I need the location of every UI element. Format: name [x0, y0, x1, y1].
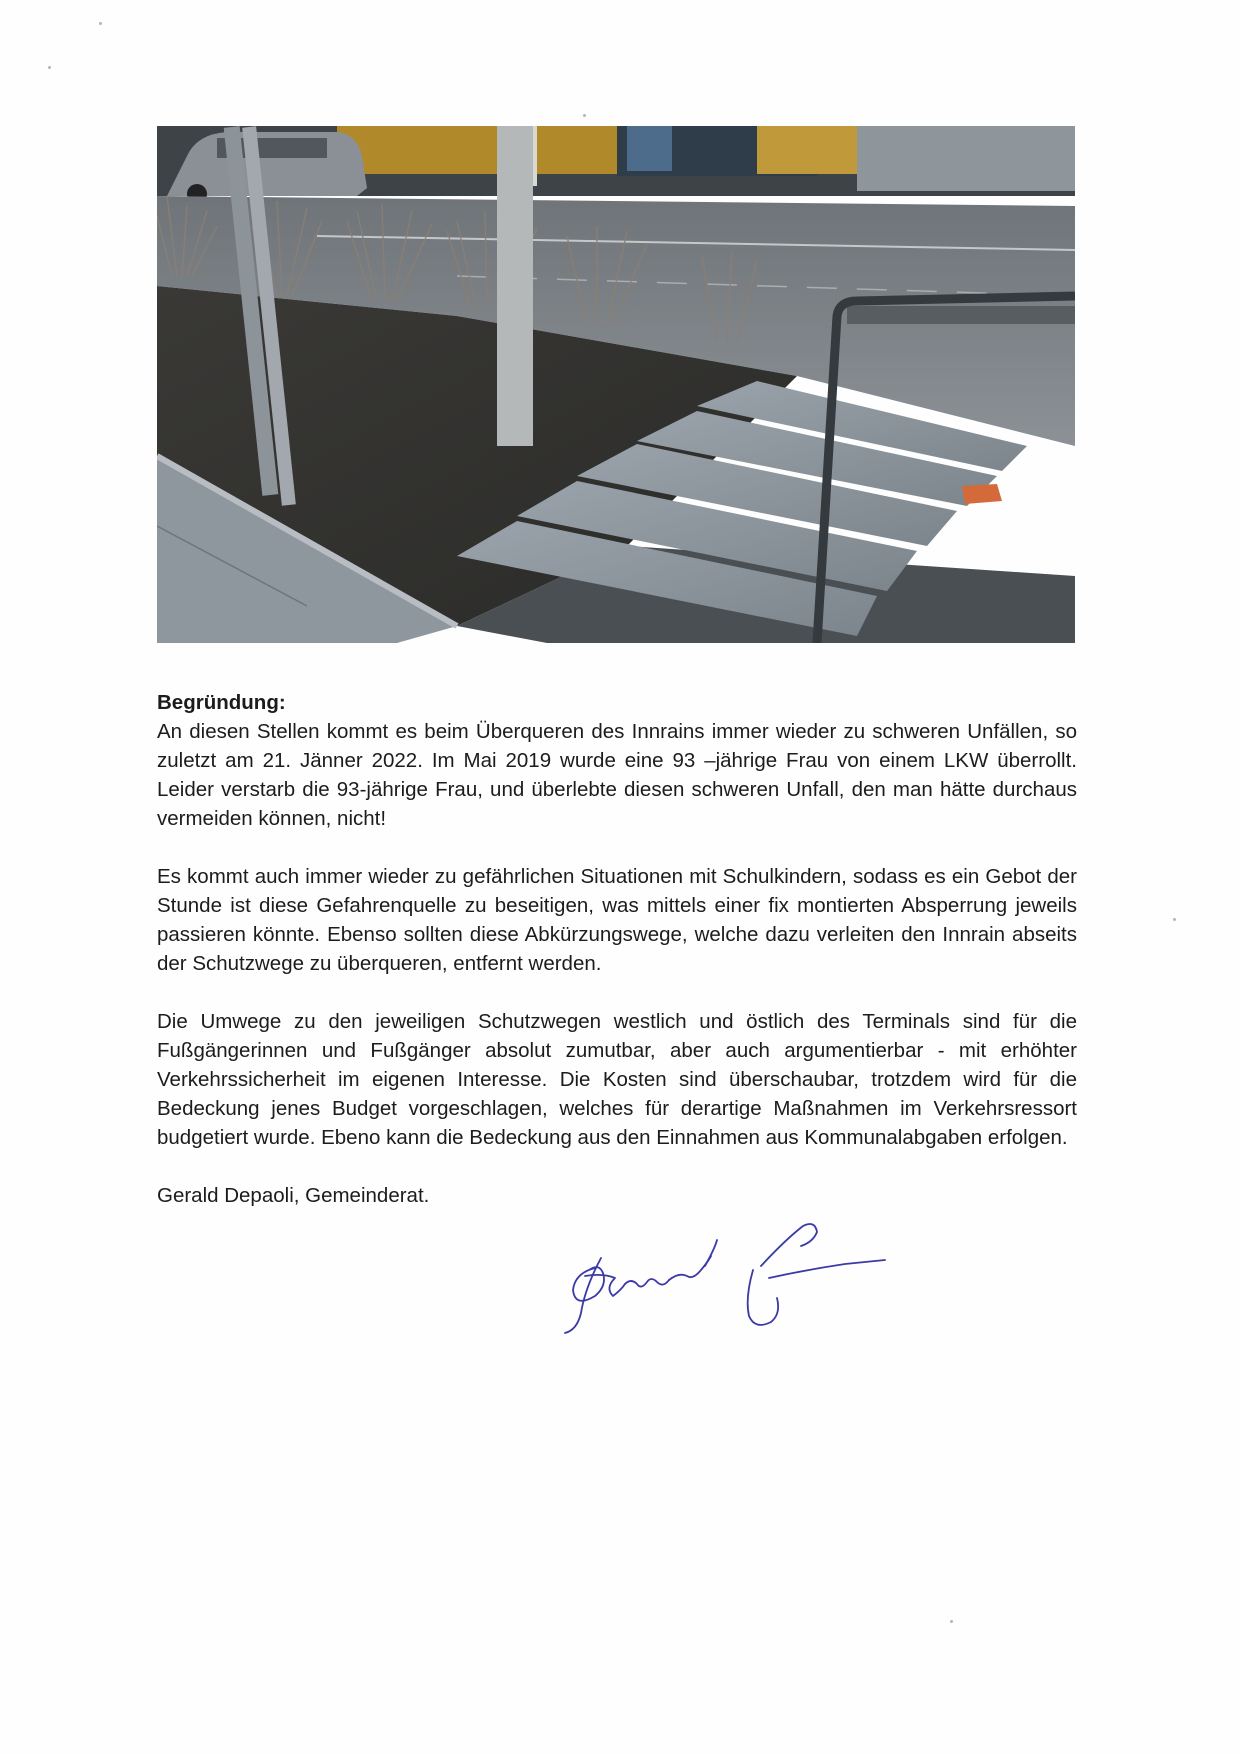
scan-speck — [48, 66, 51, 69]
scan-speck — [950, 1620, 953, 1623]
author-line: Gerald Depaoli, Gemeinderat. — [157, 1184, 430, 1207]
signature — [555, 1218, 895, 1338]
scan-speck — [583, 114, 586, 117]
scan-speck — [99, 22, 102, 25]
paragraph: Die Umwege zu den jeweiligen Schutzwegen westlich und östlich des Terminals sind für die Fußgängerinnen und Fußgänger absolut zumutbar, aber auch argumentierbar - mit erhöhter Verkehrssicherheit im eigenen Interesse. Die Kosten sind überschaubar, trotzdem wird für die Bedeckung jenes Budget vorgeschlagen, welches für derartige Maßnahmen im Verkehrsressort budgetiert wurde. Ebeno kann die Bedeckung aus den Einnahmen aus Kommunalabgaben erfolgen. — [157, 1010, 1077, 1149]
paragraph: An diesen Stellen kommt es beim Überqueren des Innrains immer wieder zu schweren Unfällen, so zuletzt am 21. Jänner 2022. Im Mai 2019 wurde eine 93 –jährige Frau von einem LKW überrollt. Leider verstarb die 93-jährige Frau, und überlebte diesen schweren Unfall, den man hätte durchaus vermeiden können, nicht! — [157, 720, 1077, 830]
street-photo-image — [157, 126, 1075, 643]
street-photo — [157, 126, 1075, 643]
signature-graphic — [555, 1218, 895, 1338]
section-heading: Begründung: — [157, 691, 286, 714]
paragraph: Es kommt auch immer wieder zu gefährlichen Situationen mit Schulkindern, sodass es ein Gebot der Stunde ist diese Gefahrenquelle zu beseitigen, was mittels einer fix montierten Absperrung jeweils passieren könnte. Ebenso sollten diese Abkürzungswege, welche dazu verleiten den Innrain abseits der Schutzwege zu überqueren, entfernt werden. — [157, 865, 1077, 975]
document-body — [157, 688, 1077, 1210]
scan-speck — [1173, 918, 1176, 921]
